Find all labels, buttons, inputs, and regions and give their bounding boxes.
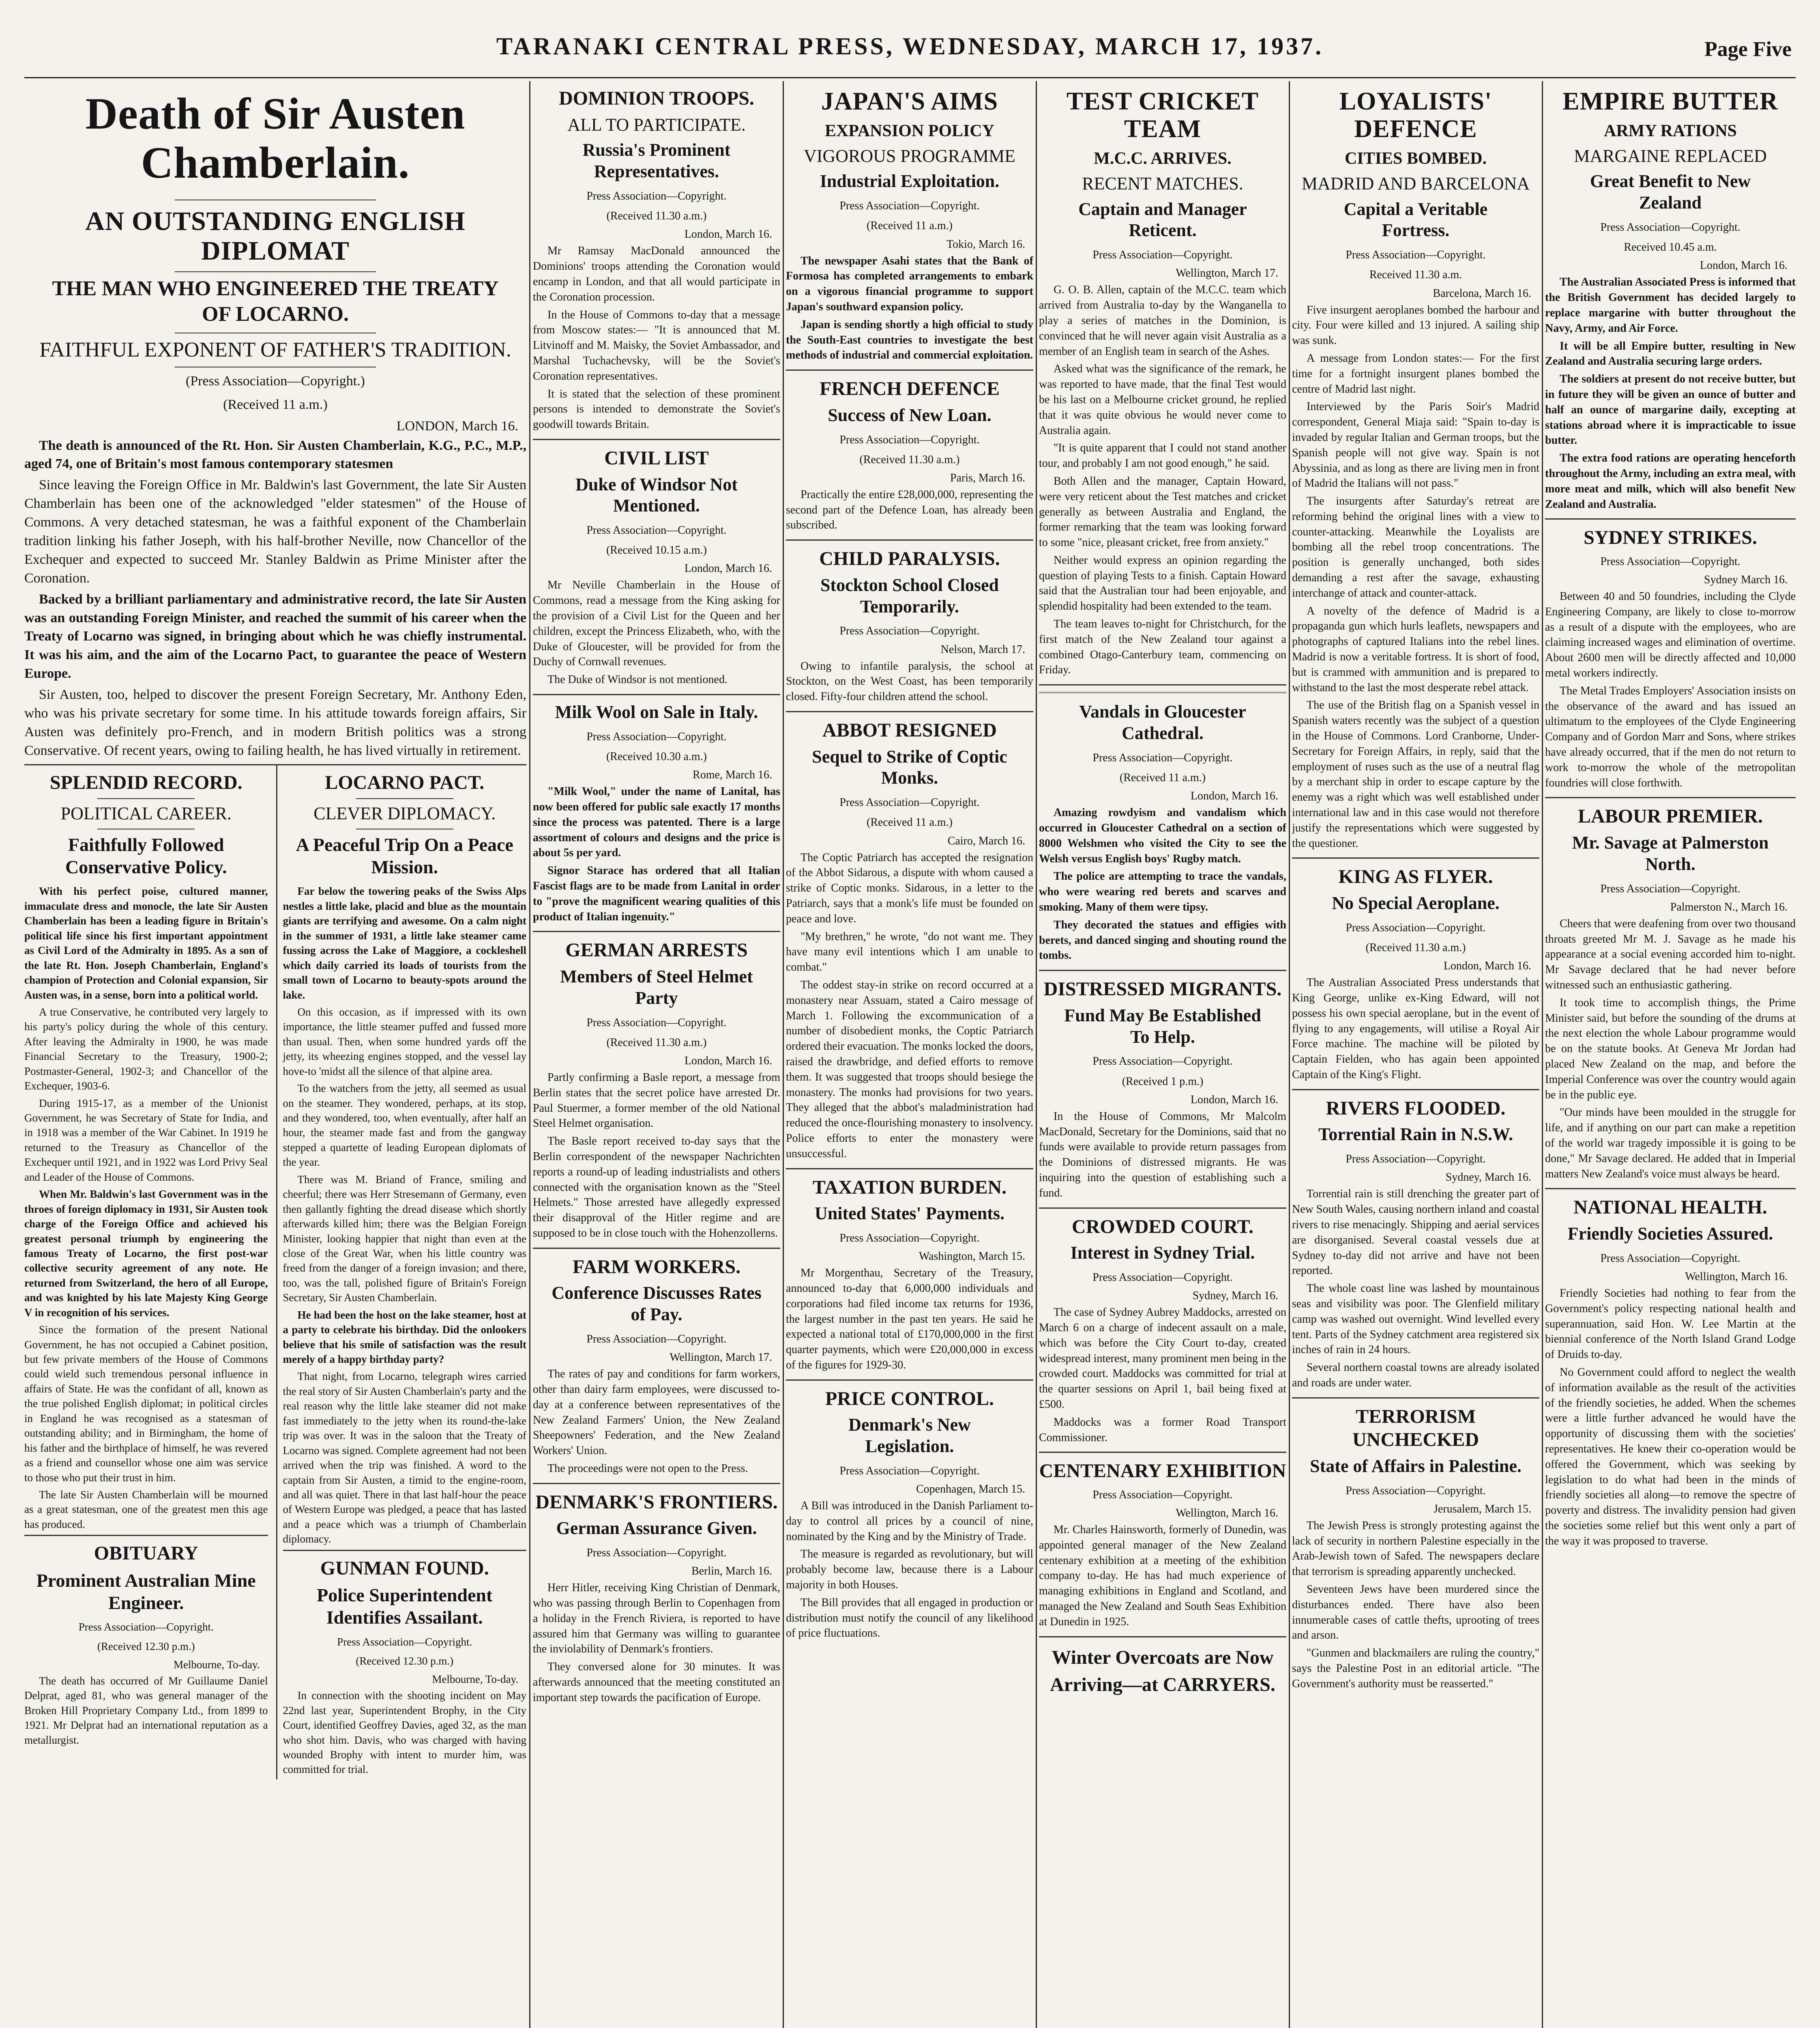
story-paragraph: On this occasion, as if impressed with its own importance, the little steamer puffed and fussed more than usual. Then, when some hundred yards off the jetty, its wheezing engines stopped, and the vessel lay hove-to 'midst all the silence of that alpine area. (283, 1005, 526, 1077)
lead-deck: THE MAN WHO ENGINEERED THE TREATY OF LOCARNO. (52, 277, 499, 326)
received-line: (Received 11 a.m.) (223, 397, 328, 412)
credit-line: Press Association—Copyright. (1346, 921, 1486, 934)
credit-line: (Press Association—Copyright.) (186, 374, 365, 389)
story-headline: RIVERS FLOODED. (1326, 1097, 1506, 1119)
story-paragraph: The oddest stay-in strike on record occurred at a monastery near Assuam, stated a Cairo message of March 1. Following the excommunication of a number of disobedient monks, the Coptic Patriarch ordered their evacuation. The monks locked the doors, raised the drawbridge, and defied efforts to remove them. It was suggested that troops should besiege the monastery. The monks had provisions for two years. They alleged that the abbot's maladministration had reduced the once-flourishing monastery to insolvency. Police efforts to enter the monastery were unsuccessful. (786, 978, 1033, 1160)
story-paragraph: The newspaper Asahi states that the Bank of Formosa has completed arrangements to embark on a vigorous financial programme to support Japan's southward expansion policy. (786, 254, 1033, 313)
story-paragraph: Mr Neville Chamberlain in the House of Commons, read a message from the King asking for the provision of a Civil List for the Queen and her children, except the Princess Elizabeth, who, with the Duke of Gloucester, will be provided for from the Duchy of Cornwall revenues. (533, 579, 780, 668)
story-headline: DOMINION TROOPS. (559, 88, 754, 109)
lead-paragraph: Backed by a brilliant parliamentary and administrative record, the late Sir Austen was an outstanding Foreign Minister, and reached the summit of his career when the Treaty of Locarno was signed, in bringing about which he was chiefly instrumental. It was his aim, and the aim of the Locarno Pact, to guarantee the peace of Western Europe. (24, 591, 526, 681)
story-subheadline: Russia's Prominent Representatives. (582, 140, 731, 182)
dateline: Berlin, March 16. (691, 1565, 772, 1578)
received-line: (Received 11.30 a.m.) (1365, 941, 1466, 954)
story-headline: TAXATION BURDEN. (812, 1176, 1007, 1198)
story-subheadline: Prominent Australian Mine Engineer. (36, 1570, 256, 1613)
dateline: Palmerston N., March 16. (1670, 900, 1788, 913)
story-headline: GUNMAN FOUND. (320, 1557, 489, 1579)
received-line: Received 11.30 a.m. (1369, 269, 1462, 281)
story-paragraph: The Metal Trades Employers' Association insists on the observance of the award and has issued an ultimatum to the employees of the Clyde Engineering Company and of Gordon Marr and Sons, where strikes have already occurred, that if the men do not return to work to-morrow the whole of the metropolitan foundries will close forthwith. (1545, 684, 1796, 789)
credit-line: Press Association—Copyright. (839, 625, 980, 638)
story-subheadline: Conference Discusses Rates of Pay. (552, 1283, 762, 1325)
king-as-flyer-story (1292, 865, 1539, 1090)
credit-line: Press Association—Copyright. (1346, 1484, 1486, 1497)
received-line: (Received 11.30 a.m.) (606, 210, 707, 223)
story-deck: RECENT MATCHES. (1082, 173, 1243, 193)
credit-line: Press Association—Copyright. (586, 1547, 727, 1560)
credit-line: Press Association—Copyright. (586, 189, 727, 202)
story-headline: OBITUARY (94, 1542, 198, 1564)
dateline: London, March 16. (684, 228, 772, 241)
dateline: London, March 16. (684, 562, 772, 575)
credit-line: Press Association—Copyright. (586, 730, 727, 743)
crowded-court-story (1039, 1215, 1286, 1453)
story-subheadline: State of Affairs in Palestine. (1310, 1456, 1522, 1476)
locarno-pact-story (276, 765, 527, 1779)
credit-line: Press Association—Copyright. (1600, 555, 1741, 568)
civil-list-story (533, 447, 780, 695)
abbot-resigned-story (786, 719, 1033, 1169)
story-paragraph: Five insurgent aeroplanes bombed the harbour and city. Four were killed and 13 injured. A sailing ship was sunk. (1292, 303, 1539, 347)
story-headline: TEST CRICKET TEAM (1066, 88, 1259, 143)
credit-line: Press Association—Copyright. (1092, 1055, 1233, 1068)
dateline: Wellington, March 16. (1685, 1270, 1788, 1283)
story-subheadline: Milk Wool on Sale in Italy. (555, 702, 758, 722)
story-paragraph: "Our minds have been moulded in the struggle for life, and if anything on our part can make a repetition of the world war tragedy impossible it is going to be done," Mr Savage declared. He added that in Imperial matters New Zealand's voice must always be heard. (1545, 1106, 1796, 1180)
story-deck: VIGOROUS PROGRAMME (804, 146, 1015, 166)
story-subheadline: Success of New Loan. (828, 405, 992, 425)
lead-deck: AN OUTSTANDING ENGLISH DIPLOMAT (85, 206, 466, 266)
story-headline: TERRORISM UNCHECKED (1352, 1405, 1479, 1451)
rivers-flooded-story (1292, 1097, 1539, 1399)
japan-aims-story (786, 88, 1033, 371)
story-paragraph: Neither would express an opinion regarding the question of playing Tests to a finish. Captain Howard said that the Australian tour had been enjoyable, and splendid hospitality had been extended to the team. (1039, 554, 1286, 613)
story-subheadline: Industrial Exploitation. (820, 171, 1000, 191)
credit-line: Press Association—Copyright. (839, 1231, 980, 1244)
story-paragraph: The measure is regarded as revolutionary, but will probably become law, because there is a Labour majority in both Houses. (786, 1548, 1033, 1592)
story-paragraph: Amazing rowdyism and vandalism which occurred in Gloucester Cathedral on a section of 8000 Welshmen who visited the City to see the Welsh versus English boys' Rugby match. (1039, 806, 1286, 865)
received-line: (Received 12.30 p.m.) (97, 1640, 195, 1653)
story-paragraph: The Australian Associated Press understands that King George, unlike ex-King Edward, will not possess his own special aeroplane, but in the event of flying to any engagements, will utilise a Royal Air Force machine. The machine will be piloted by Captain Fielden, who has again been appointed Captain of the King's Flight. (1292, 976, 1539, 1081)
received-line: (Received 12.30 p.m.) (356, 1655, 454, 1667)
story-paragraph: Mr Ramsay MacDonald announced the Dominions' troops attending the Coronation would encamp in London, and that all would participate in the Coronation procession. (533, 245, 780, 303)
story-paragraph: It took time to accomplish things, the Prime Minister said, but before the sounding of the drums at the next election the whole Labour programme would be on the statute books. At Geneva Mr Jordan had placed New Zealand on the map, and before the Imperial Conference was over the country would again be in the public eye. (1545, 996, 1796, 1101)
story-paragraph: The late Sir Austen Chamberlain will be mourned as a great statesman, one of the greatest men this age has produced. (24, 1488, 268, 1530)
ad-line: Arriving—at CARRYERS. (1050, 1674, 1275, 1695)
story-subheadline: Stockton School Closed Temporarily. (820, 575, 999, 617)
lead-subcolumns (24, 764, 526, 1779)
lead-paragraph: The death is announced of the Rt. Hon. Sir Austen Chamberlain, K.G., P.C., M.P., aged 74, one of Britain's most famous contemporary statesmen (24, 438, 526, 472)
story-deck: ARMY RATIONS (1604, 122, 1737, 141)
credit-line: Press Association—Copyright. (1092, 1271, 1233, 1284)
farm-workers-story (533, 1255, 780, 1484)
dateline: Sydney, March 16. (1445, 1171, 1531, 1184)
story-paragraph: In the House of Commons, Mr Malcolm MacDonald, Secretary for the Dominions, said that no funds were available to provide return passages from the Dominions of distressed migrants. He was inquiring into the question of establishing such a fund. (1039, 1110, 1286, 1199)
credit-line: Press Association—Copyright. (1600, 1252, 1741, 1265)
story-paragraph: It will be all Empire butter, resulting in New Zealand and Australia securing large orders. (1545, 339, 1796, 368)
story-paragraph: The rates of pay and conditions for farm workers, other than dairy farm employees, were discussed to-day at a conference between representatives of the New Zealand Farmers' Union, the New Zealand Sheepowners' Federation, and the New Zealand Workers' Union. (533, 1368, 780, 1457)
story-paragraph: They conversed alone for 30 minutes. It was afterwards announced that the meeting constituted an important step towards the pacification of Europe. (533, 1661, 780, 1704)
story-headline: CHILD PARALYSIS. (819, 548, 1000, 570)
story-subheadline: Mr. Savage at Palmerston North. (1572, 833, 1769, 874)
story-paragraph: Cheers that were deafening from over two thousand throats greeted Mr M. J. Savage as he made his appearance at a social evening accorded him to-night. Mr Savage declared that he had never before witnessed such an enthusiastic gathering. (1545, 917, 1796, 991)
denmark-frontiers-story (533, 1491, 780, 1712)
story-headline: CROWDED COURT. (1071, 1216, 1254, 1237)
credit-line: Press Association—Copyright. (839, 1464, 980, 1477)
story-subheadline: Denmark's New Legislation. (848, 1415, 971, 1457)
story-subheadline: Sequel to Strike of Coptic Monks. (812, 746, 1007, 788)
story-paragraph: Japan is sending shortly a high official to study the South-East countries to investigate the best methods of industrial and commercial exploitation. (786, 318, 1033, 362)
story-headline: GERMAN ARRESTS (565, 939, 748, 961)
loyalists-defence-story (1292, 88, 1539, 859)
splendid-record-story (24, 765, 268, 1779)
story-subheadline: Police Superintendent Identifies Assailant. (317, 1585, 493, 1628)
received-line: (Received 11 a.m.) (867, 816, 953, 829)
received-line: (Received 11.30 a.m.) (606, 1036, 707, 1049)
credit-line: Press Association—Copyright. (1600, 221, 1741, 234)
story-paragraph: The Bill provides that all engaged in production or distribution must notify the council of any likelihood of price fluctuations. (786, 1596, 1033, 1640)
story-paragraph: Far below the towering peaks of the Swiss Alps nestles a little lake, placid and blue as the mountain giants are terrifying and awesome. On a calm night in the summer of 1931, a little lake steamer came fussing across the Lake of Maggiore, a cockleshell which daily carried its loads of tourists from the small town of Locarno to beauty-spots around the lake. (283, 885, 526, 1001)
dateline: London, March 16. (1700, 259, 1788, 272)
story-paragraph: The team leaves to-night for Christchurch, for the first match of the New Zealand tour against a combined Otago-Canterbury team, commencing on Friday. (1039, 618, 1286, 677)
story-paragraph: He had been the host on the lake steamer, host at a party to celebrate his birthday. Did the onlookers believe that his smile of satisfaction was the result merely of a happy birthday party? (283, 1308, 526, 1366)
story-paragraph: G. O. B. Allen, captain of the M.C.C. team which arrived from Australia to-day by the Wanganella to play a series of matches in the Dominion, is convinced that he will never again visit Australia as a member of an English team in search of the Ashes. (1039, 284, 1286, 358)
story-headline: LOYALISTS' DEFENCE (1339, 88, 1492, 143)
dateline: Wellington, March 16. (1176, 1507, 1278, 1520)
divider (356, 798, 453, 799)
story-headline: CENTENARY EXHIBITION (1039, 1460, 1286, 1482)
dateline: Sydney March 16. (1704, 574, 1788, 586)
story-paragraph: Mr. Charles Hainsworth, formerly of Dunedin, was appointed general manager of the New Zealand centenary exhibition at a meeting of the exhibition company to-day. He has had much experience of managing exhibitions in England and Scotland, and managed the New Zealand and South Seas Exhibition at Dunedin in 1925. (1039, 1523, 1286, 1628)
story-deck: POLITICAL CAREER. (60, 803, 232, 824)
story-deck: MARGAINE REPLACED (1574, 146, 1767, 166)
credit-line: Press Association—Copyright. (1346, 1153, 1486, 1166)
story-headline: PRICE CONTROL. (825, 1388, 994, 1409)
german-arrests-story (533, 939, 780, 1248)
column-rule (1289, 81, 1290, 2028)
dateline: Tokio, March 16. (946, 238, 1025, 251)
empire-butter-story (1545, 88, 1796, 520)
credit-line: Press Association—Copyright. (586, 1016, 727, 1029)
lead-paragraph: Sir Austen, too, helped to discover the present Foreign Secretary, Mr. Anthony Eden, who was his private secretary for some time. In his attitude towards foreign affairs, Sir Austen was definitely pro-French, and in modern British politics was a strong Conservative. Of recent years, owing to failing health, he has lived virtually in retirement. (24, 687, 526, 758)
credit-line: Press Association—Copyright. (1092, 1488, 1233, 1501)
dateline: Melbourne, To-day. (173, 1658, 260, 1671)
column-rule (783, 81, 784, 2028)
story-deck: ALL TO PARTICIPATE. (567, 114, 746, 135)
dateline: Wellington, March 17. (670, 1351, 772, 1364)
page-title: TARANAKI CENTRAL PRESS, WEDNESDAY, MARCH 17, 1937. (496, 33, 1324, 60)
story-paragraph: Interviewed by the Paris Soir's Madrid correspondent, General Miaja said: "Spain to-day is invaded by regular Italian and German troops, but the Spanish people will not give way. Spain is not Abyssinia, and as long as there are living men in front of Madrid the Italians will not pass." (1292, 400, 1539, 490)
story-subheadline: Duke of Windsor Not Mentioned. (575, 474, 738, 516)
story-paragraph: With his perfect poise, cultured manner, immaculate dress and monocle, the late Sir Austen Chamberlain has been a leading figure in Britain's political life since his first important appointment as Civil Lord of the Admiralty in 1895. As a son of the late Rt. Hon. Joseph Chamberlain, England's champion of Protection and Colonial expansion, Sir Austen was, in a sense, born into a political world. (24, 885, 268, 1001)
story-paragraph: "It is quite apparent that I could not stand another tour, and probably I am not good enough," he said. (1039, 442, 1286, 470)
lead-headline: Death of Sir Austen Chamberlain. (85, 89, 466, 187)
story-paragraph: The Jewish Press is strongly protesting against the lack of security in northern Palestine especially in the Arab-Jewish town of Safed. The newspapers declare that terrorism is spreading apparently unchecked. (1292, 1519, 1539, 1578)
story-paragraph: "Gunmen and blackmailers are ruling the country," says the Palestine Post in an editorial article. "The Government's authority must be reasserted." (1292, 1647, 1539, 1690)
credit-line: Press Association—Copyright. (337, 1635, 472, 1648)
lead-paragraph: Since leaving the Foreign Office in Mr. Baldwin's last Government, the late Sir Austen Chamberlain has been one of the acknowledged "elder statesmen" of the House of Commons. A very detached statesman, he was a faithful exponent of the Chamberlain tradition linking his father Joseph, with his half-brother Neville, now Chancellor of the Exchequer and expected to succeed Mr. Stanley Baldwin as Prime Minister after the Coronation. (24, 477, 526, 586)
story-paragraph: The Australian Associated Press is informed that the British Government has decided largely to replace margarine with butter throughout the Navy, Army, and Air Force. (1545, 276, 1796, 335)
story-subheadline: Capital a Veritable Fortress. (1344, 199, 1488, 241)
story-subheadline: United States' Payments. (814, 1203, 1005, 1224)
dateline: LONDON, March 16. (396, 418, 518, 434)
story-paragraph: A Bill was introduced in the Danish Parliament to-day to control all prices by a council of nine, nominated by the King and by the Ministry of Trade. (786, 1500, 1033, 1543)
story-paragraph: Between 40 and 50 foundries, including the Clyde Engineering Company, are likely to close to-morrow as a result of a dispute with the employees, who are claiming increased wages and elimination of overtime. About 2600 men will be directly affected and 10,000 metal workers indirectly. (1545, 590, 1796, 680)
story-paragraph: Owing to infantile paralysis, the school at Stockton, on the West Coast, has been temporarily closed. Fifty-four children attend the school. (786, 660, 1033, 703)
story-paragraph: That night, from Locarno, telegraph wires carried the real story of Sir Austen Chamberlain's party and the real reason why the little lake steamer did not make fast immediately to the jetty when its round-the-lake trip was over. It was in the saloon that the Treaty of Locarno was signed. Complete agreement had not been arrived when the trip was finished. A word to the captain from Sir Austen, a timid to the engine-room, and all was quiet. There in that last half-hour the peace of Western Europe was pledged, a peace that has lasted and a peace which was a triumph of Chamberlain diplomacy. (283, 1370, 526, 1545)
story-headline: SYDNEY STRIKES. (1584, 527, 1757, 549)
price-control-story (786, 1387, 1033, 1648)
column-6 (1545, 81, 1796, 2028)
story-paragraph: The death has occurred of Mr Guillaume Daniel Delprat, aged 81, who was general manager of the Broken Hill Proprietary Company Ltd., from 1899 to 1921. Mr Delprat had an international reputation as a metallurgist. (24, 1674, 268, 1746)
story-paragraph: To the watchers from the jetty, all seemed as usual on the steamer. They wondered, perhaps, at its stop, and they wondered, too, when eventually, after half an hour, the steamer made fast and from the gangway stepped a quartette of leading European diplomats of the year. (283, 1082, 526, 1169)
received-line: (Received 1 p.m.) (1122, 1075, 1204, 1088)
story-paragraph: The use of the British flag on a Spanish vessel in Spanish waters recently was the subject of a question in the House of Commons. Lord Cranborne, Under-Secretary for Foreign Affairs, in reply, said that the employment of ruses such as the use of a neutral flag by a merchant ship in order to escape capture by the enemy was a right which was well established under international law and in this case would not therefore justify the representations which were suggested by the questioner. (1292, 699, 1539, 850)
story-paragraph: Both Allen and the manager, Captain Howard, were very reticent about the Test matches and cricket generally as between Australia and England, the former remarking that the team was looking forward to some "nice, pleasant cricket, free from anxiety." (1039, 475, 1286, 549)
story-subheadline: Friendly Societies Assured. (1567, 1223, 1773, 1244)
story-deck: MADRID AND BARCELONA (1301, 173, 1530, 193)
test-cricket-story (1039, 88, 1286, 685)
credit-line: Press Association—Copyright. (839, 200, 980, 213)
story-paragraph: The police are attempting to trace the vandals, who were wearing red berets and scarves and smoking. Many of them were tipsy. (1039, 870, 1286, 914)
dateline: Copenhagen, March 15. (916, 1483, 1025, 1496)
lead-story (24, 81, 526, 2028)
story-paragraph: No Government could afford to neglect the wealth of information available as the result of the activities of the friendly societies, he added. When the schemes were a little further advanced he would have the opportunity of discussing them with the societies' representatives. He knew their co-operation would be offered the Government, which was seeking by legislation to do what had been in the minds of friendly societies all along—to remove the spectre of poverty and distress. The invalidity pension had given the societies some relief but this went only a part of the way it was proposed to traverse. (1545, 1366, 1796, 1547)
story-subheadline: No Special Aeroplane. (1332, 893, 1500, 913)
credit-line: Press Association—Copyright. (839, 433, 980, 446)
page-number: Page Five (1704, 38, 1792, 61)
centenary-exhibition-story (1039, 1459, 1286, 1637)
column-rule (529, 81, 530, 2028)
story-paragraph: Maddocks was a former Road Transport Commissioner. (1039, 1416, 1286, 1444)
dateline: London, March 16. (1190, 790, 1278, 803)
received-line: (Received 11 a.m.) (1120, 771, 1206, 784)
story-subheadline: Vandals in Gloucester Cathedral. (1079, 702, 1246, 743)
divider (97, 798, 195, 799)
credit-line: Press Association—Copyright. (1346, 249, 1486, 262)
credit-line: Press Association—Copyright. (78, 1621, 214, 1633)
dateline: Cairo, March 16. (947, 834, 1025, 847)
column-rule (1542, 81, 1543, 2028)
story-subheadline: Great Benefit to New Zealand (1590, 171, 1751, 213)
story-paragraph: Torrential rain is still drenching the greater part of New South Wales, causing northern inland and coastal rivers to rise menacingly. Shipping and aerial services are disorganised. Several coastal vessels due at Sydney to-day did not arrive and have not been reported. (1292, 1188, 1539, 1277)
story-paragraph: The Coptic Patriarch has accepted the resignation of the Abbot Sidarous, a dispute with whom caused a strike of Coptic monks. Sidarous, in a letter to the Patriarch, says that a monk's life must be founded on peace and love. (786, 851, 1033, 925)
story-paragraph: Several northern coastal towns are already isolated and roads are under water. (1292, 1361, 1539, 1389)
column-4 (1039, 81, 1286, 2028)
story-paragraph: The proceedings were not open to the Press. (547, 1462, 748, 1475)
story-headline: NATIONAL HEALTH. (1573, 1197, 1767, 1218)
received-line: Received 10.45 a.m. (1624, 241, 1717, 254)
story-paragraph: Signor Starace has ordered that all Italian Fascist flags are to be made from Lanital in order to "prove the magnificent wearing qualities of this product of Italian ingenuity." (533, 864, 780, 923)
story-paragraph: In the House of Commons to-day that a message from Moscow states:— "It is announced that M. Litvinoff and M. Maisky, the Soviet Ambassador, and Marshal Tuchachevsky, will be the Soviet's Coronation representatives. (533, 308, 780, 382)
dateline: London, March 16. (684, 1054, 772, 1067)
column-2 (533, 81, 780, 2028)
story-paragraph: When Mr. Baldwin's last Government was in the throes of foreign diplomacy in 1931, Sir Austen took charge of the Foreign Office and achieved his greatest personal triumph by engineering the famous Treaty of Locarno, the first post-war collective security agreement of any note. He returned from Switzerland, the hero of all Europe, and was knighted by his late Majesty King George V in recognition of his services. (24, 1188, 268, 1319)
column-3 (786, 81, 1033, 2028)
story-headline: DENMARK'S FRONTIERS. (535, 1491, 778, 1513)
obituary-story (24, 1535, 268, 1747)
story-paragraph: The Basle report received to-day says that the Berlin correspondent of the newspaper Nachrichten reports a round-up of leading industrialists and others connected with the organisation known as the "Steel Helmets." Those arrested have allegedly expressed their disapproval of the Hitler regime and are supposed to be in close touch with the Hohenzollerns. (533, 1135, 780, 1240)
story-paragraph: Friendly Societies had nothing to fear from the Government's policy respecting national health and superannuation, said Hon. W. Lee Martin at the biennial conference of the North Island Grand Lodge of Druids to-day. (1545, 1287, 1796, 1361)
credit-line: Press Association—Copyright. (1092, 249, 1233, 262)
story-paragraph: Herr Hitler, receiving King Christian of Denmark, who was passing through Berlin to Copenhagen from a holiday in the French Riviera, is reported to have assured him that Germany was willing to guarantee the inviolability of Denmark's frontiers. (533, 1581, 780, 1656)
story-paragraph: The extra food rations are operating henceforth throughout the Army, including an extra meal, with more meat and milk, which will also benefit New Zealand and Australia. (1545, 452, 1796, 511)
column-5 (1292, 81, 1539, 2028)
distressed-migrants-story (1039, 977, 1286, 1208)
carryers-advertisement (1039, 1644, 1286, 1698)
story-headline: LABOUR PREMIER. (1577, 806, 1763, 827)
story-deck: CLEVER DIPLOMACY. (313, 803, 496, 824)
dateline: London, March 16. (1190, 1093, 1278, 1106)
story-deck: CITIES BOMBED. (1344, 149, 1487, 168)
story-headline: SPLENDID RECORD. (49, 771, 243, 793)
received-line: (Received 10.30 a.m.) (606, 750, 707, 763)
masthead (24, 28, 1796, 78)
credit-line: Press Association—Copyright. (586, 1332, 727, 1345)
credit-line: Press Association—Copyright. (1092, 751, 1233, 764)
taxation-burden-story (786, 1176, 1033, 1381)
story-paragraph: Practically the entire £28,000,000, representing the second part of the Defence Loan, has already been subscribed. (786, 488, 1033, 532)
credit-line: Press Association—Copyright. (586, 524, 727, 537)
story-paragraph: There was M. Briand of France, smiling and cheerful; there was Herr Stresemann of Germany, even then gallantly fighting the dread disease which shortly afterwards killed him; there was the Belgian Foreign Minister, looking happier that night than even at the close of the Great War, when his little country was freed from the danger of a foreign invasion; and there, too, was the tall, polished figure of Britain's Foreign Secretary, Sir Austen Chamberlain. (283, 1173, 526, 1304)
credit-line: Press Association—Copyright. (839, 796, 980, 809)
story-paragraph: "Milk Wool," under the name of Lanital, has now been offered for public sale exactly 17 months since the process was patented. There is a large assortment of colours and designs and the price is about 5s per yard. (533, 785, 780, 859)
story-paragraph: A novelty of the defence of Madrid is a propaganda gun which hurls leaflets, newspapers and photographs of captured Italians into the rebel lines. Madrid is now a veritable fortress. It is short of food, but is crammed with ammunition and is prepared to withstand to the last the most desperate rebel attack. (1292, 604, 1539, 694)
story-paragraph: It is stated that the selection of these prominent persons is intended to demonstrate the Soviet's goodwill towards Britain. (533, 387, 780, 431)
story-headline: JAPAN'S AIMS (821, 88, 998, 115)
sydney-strikes-story (1545, 526, 1796, 798)
story-paragraph: "My brethren," he wrote, "do not want me. They have many evil intentions which I am unable to combat." (786, 930, 1033, 974)
column-rule (1036, 81, 1037, 2028)
story-paragraph: Since the formation of the present National Government, he has not occupied a Cabinet position, but few private members of the House of Commons could wield such tremendous personal influence in affairs of State. He was the confidant of all, known as the true polished English diplomat; in political circles in England he was recognised as a statesman of outstanding ability; and in Birmingham, the home of his father and the birthplace of himself, he was revered as a friend and counsellor whose one aim was service to those who put their trust in him. (24, 1323, 268, 1484)
story-headline: EMPIRE BUTTER (1562, 88, 1778, 115)
story-headline: DISTRESSED MIGRANTS. (1043, 978, 1282, 1000)
dateline: Jerusalem, March 15. (1433, 1502, 1531, 1515)
credit-line: Press Association—Copyright. (1600, 882, 1741, 895)
story-paragraph: Asked what was the significance of the remark, he was reported to have made, that the final Test would be his last on a Melbourne cricket ground, he replied that it was quite obvious he would never come to Australia again. (1039, 363, 1286, 437)
story-subheadline: Fund May Be Established To Help. (1064, 1005, 1261, 1047)
received-line: (Received 11.30 a.m.) (859, 453, 960, 466)
ornamental-rule (1039, 692, 1286, 697)
story-headline: CIVIL LIST (604, 447, 709, 469)
dateline: Sydney, March 16. (1192, 1289, 1278, 1302)
story-headline: FRENCH DEFENCE (819, 378, 1000, 400)
labour-premier-story (1545, 805, 1796, 1189)
story-paragraph: They decorated the statues and effigies with berets, and danced singing and shouting round the tombs. (1039, 918, 1286, 962)
story-headline: LOCARNO PACT. (325, 771, 485, 793)
terrorism-unchecked-story (1292, 1405, 1539, 1698)
story-headline: KING AS FLYER. (1338, 866, 1493, 888)
story-paragraph: The soldiers at present do not receive butter, but in future they will be given an ounce of butter and half an ounce of margarine daily, excepting at stations abroad where it is impracticable to issue butter. (1545, 373, 1796, 447)
vandals-story (1039, 701, 1286, 971)
child-paralysis-story (786, 547, 1033, 712)
story-subheadline: Torrential Rain in N.S.W. (1318, 1124, 1513, 1145)
national-health-story (1545, 1196, 1796, 1555)
story-subheadline: Members of Steel Helmet Party (560, 967, 753, 1008)
story-paragraph: The Duke of Windsor is not mentioned. (547, 673, 728, 686)
milk-wool-story (533, 702, 780, 932)
dateline: Nelson, March 17. (940, 643, 1025, 656)
story-deck: M.C.C. ARRIVES. (1094, 149, 1232, 168)
divider (175, 271, 376, 272)
dateline: Rome, March 16. (693, 769, 772, 782)
story-subheadline: Interest in Sydney Trial. (1070, 1243, 1255, 1263)
dateline: Washington, March 15. (919, 1250, 1025, 1263)
received-line: (Received 11 a.m.) (867, 219, 953, 232)
story-paragraph: The insurgents after Saturday's retreat are reforming behind the original lines with a view to counter-attacking. Meanwhile the Loyalists are bombing all the rebel troop concentrations. The position is generally unchanged, both sides demanding a rest after the savage, exhausting interchange of attack and counter-attack. (1292, 495, 1539, 599)
ad-line: Winter Overcoats are Now (1052, 1646, 1274, 1668)
story-paragraph: Partly confirming a Basle report, a message from Berlin states that the secret police have arrested Dr. Paul Stuermer, a former member of the old National Steel Helmet organisation. (533, 1071, 780, 1130)
story-subheadline: A Peaceful Trip On a Peace Mission. (296, 834, 513, 878)
story-paragraph: Mr Morgenthau, Secretary of the Treasury, announced to-day that 6,000,000 individuals and corporations had filed income tax returns for 1936, the largest number in the past ten years. He said he expected a national total of £170,000,000 in the first quarter payments, which were £20,000,000 in excess of the figures for 1929-30. (786, 1267, 1033, 1371)
dominion-troops-story (533, 87, 780, 440)
story-subheadline: Faithfully Followed Conservative Policy. (65, 834, 227, 878)
received-line: (Received 10.15 a.m.) (606, 544, 707, 557)
gunman-story (283, 1550, 527, 1777)
story-paragraph: The whole coast line was lashed by mountainous seas and visibility was poor. The Glenfield military camp was washed out overnight. Wind levelled every tent. Parts of the Sydney catchment area registered six inches of rain in 24 hours. (1292, 1282, 1539, 1356)
story-headline: ABBOT RESIGNED (822, 720, 997, 741)
story-paragraph: A message from London states:— For the first time for a fortnight insurgent planes bombed the centre of Madrid last night. (1292, 352, 1539, 395)
dateline: London, March 16. (1443, 960, 1531, 973)
story-paragraph: A true Conservative, he contributed very largely to his party's policy during the whole of this century. After leaving the Admiralty in 1900, he was made Financial Secretary to the Treasury, 1900-2; Postmaster-General, 1902-3; and Chancellor of the Exchequer, 1903-6. (24, 1005, 268, 1092)
story-paragraph: In connection with the shooting incident on May 22nd last year, Superintendent Brophy, in the City Court, identified Geoffrey Davies, aged 32, as the man who shot him. Davis, who was charged with having wounded Brophy with intent to murder him, was committed for trial. (283, 1689, 526, 1776)
story-paragraph: The case of Sydney Aubrey Maddocks, arrested on March 6 on a charge of indecent assault on a male, which was before the City Court to-day, created widespread interest, many prominent men being in the crowded court. Maddocks was committed for trial at the quarter sessions on April 1, bail being fixed at £500. (1039, 1306, 1286, 1411)
dateline: Melbourne, To-day. (432, 1673, 518, 1686)
story-deck: EXPANSION POLICY (824, 122, 995, 141)
story-headline: FARM WORKERS. (572, 1256, 741, 1278)
french-defence-story (786, 377, 1033, 541)
story-subheadline: German Assurance Given. (556, 1518, 757, 1538)
lead-deck: FAITHFUL EXPONENT OF FATHER'S TRADITION. (39, 338, 511, 361)
dateline: Paris, March 16. (950, 471, 1025, 484)
story-paragraph: During 1915-17, as a member of the Unionist Government, he was Secretary of State for India, and in 1918 was a member of the War Cabinet. In 1919 he returned to the Treasury as Chancellor of the Exchequer until 1921, and in 1922 was Lord Privy Seal and Leader of the House of Commons. (24, 1097, 268, 1183)
dateline: Wellington, March 17. (1176, 267, 1278, 280)
story-paragraph: Seventeen Jews have been murdered since the disturbances ended. There have also been innumerable cases of cattle thefts, uprooting of trees and arson. (1292, 1583, 1539, 1642)
story-subheadline: Captain and Manager Reticent. (1078, 199, 1247, 241)
dateline: Barcelona, March 16. (1433, 287, 1531, 300)
